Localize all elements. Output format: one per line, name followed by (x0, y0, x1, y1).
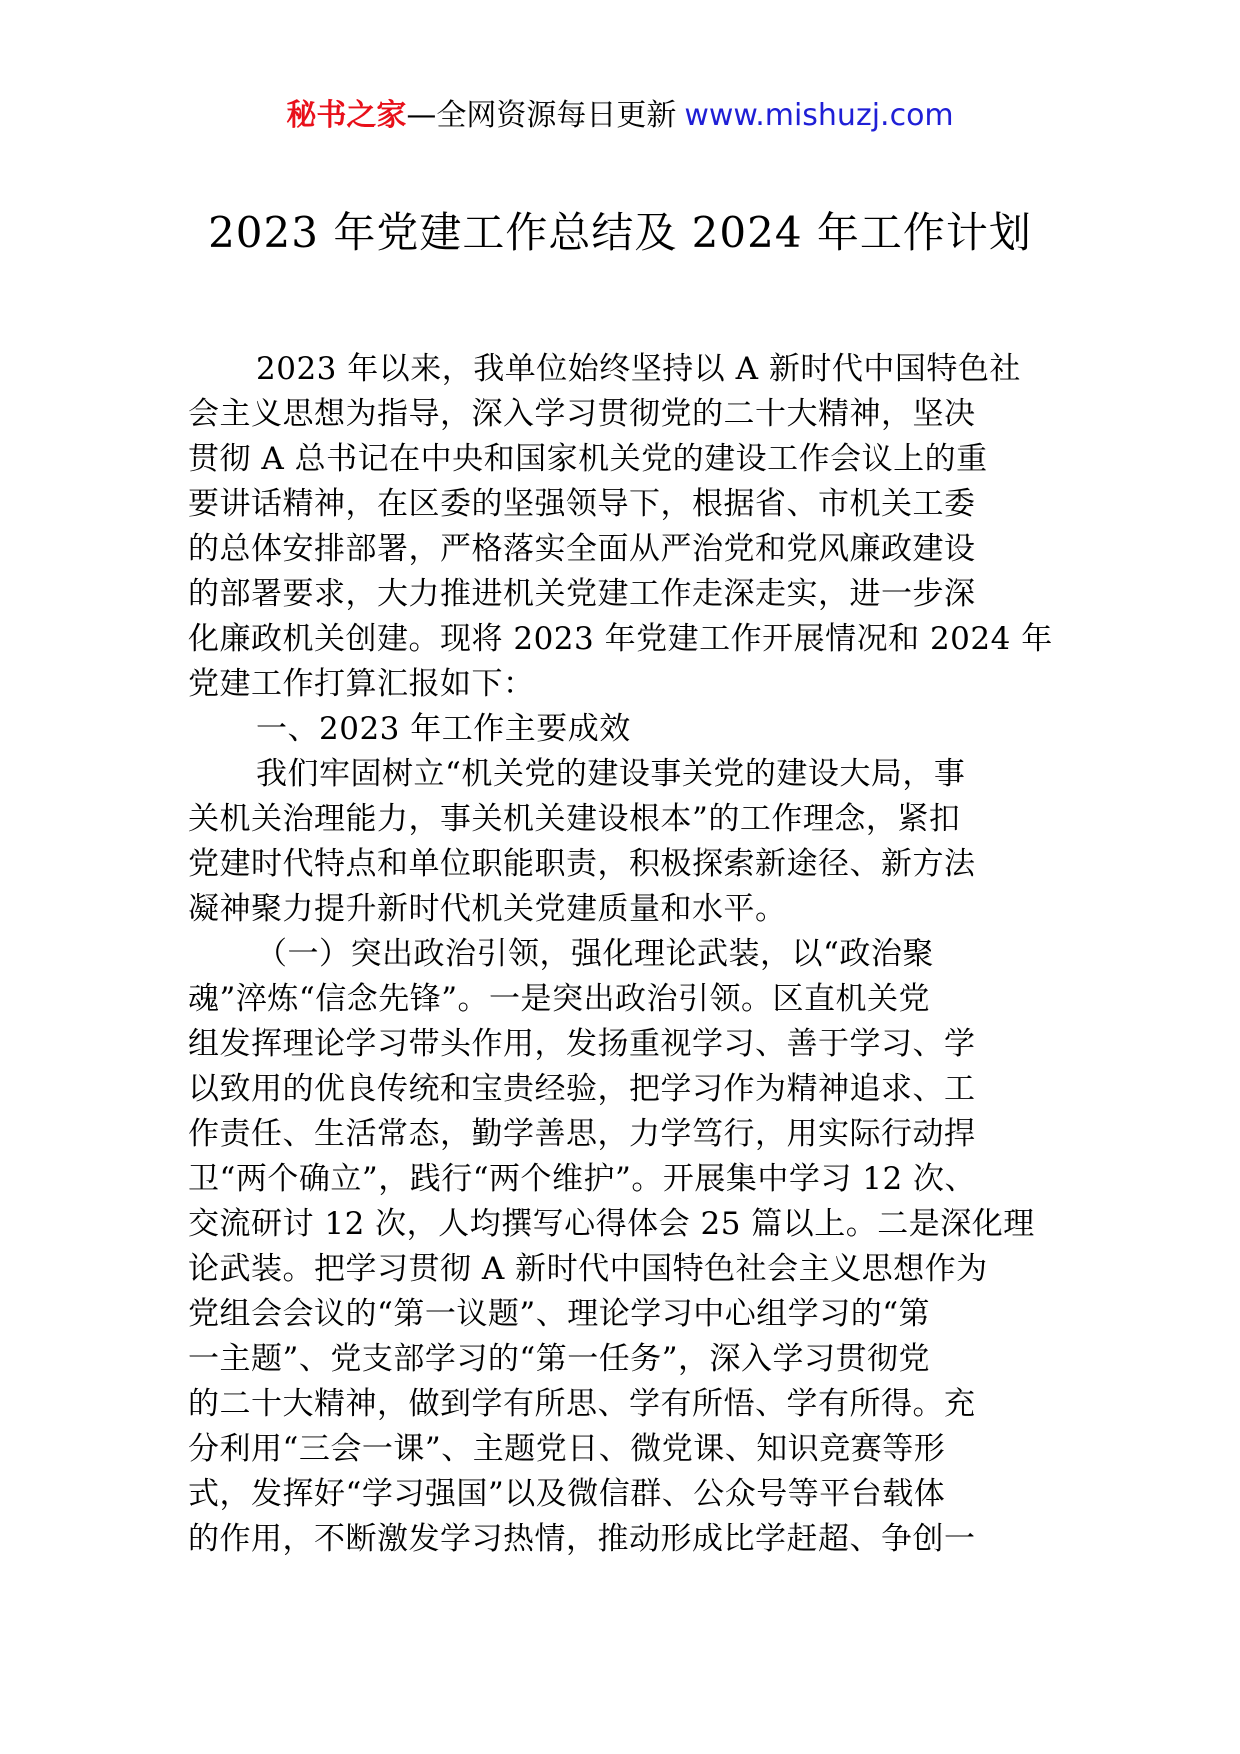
paragraph-line: 会主义思想为指导，深入学习贯彻党的二十大精神，坚决 (188, 396, 976, 432)
brand-name: 秘书之家 (286, 98, 407, 133)
paragraph-line: 凝神聚力提升新时代机关党建质量和水平。 (188, 891, 787, 927)
site-url-link[interactable]: www.mishuzj.com (684, 98, 954, 133)
paragraph-line: 卫“两个确立”，践行“两个维护”。开展集中学习 12 次、 (188, 1161, 977, 1197)
paragraph-line: 党建时代特点和单位职能职责，积极探索新途径、新方法 (188, 846, 976, 882)
document-title: 2023 年党建工作总结及 2024 年工作计划 (208, 208, 1032, 257)
subsection-heading-line: （一）突出政治引领，强化理论武装，以“政治聚 (256, 936, 934, 972)
site-header (0, 96, 1240, 136)
paragraph-line: 一主题”、党支部学习的“第一任务”，深入学习贯彻党 (188, 1341, 931, 1377)
section-heading: 一、2023 年工作主要成效 (256, 711, 631, 747)
paragraph-line: 关机关治理能力，事关机关建设根本”的工作理念，紧扣 (188, 801, 961, 837)
paragraph-line: 的二十大精神，做到学有所思、学有所悟、学有所得。充 (188, 1386, 976, 1422)
paragraph-line: 党建工作打算汇报如下： (188, 666, 535, 702)
paragraph-line: 党组会会议的“第一议题”、理论学习中心组学习的“第 (188, 1296, 931, 1332)
paragraph-line: 的部署要求，大力推进机关党建工作走深走实，进一步深 (188, 576, 976, 612)
paragraph-line: 以致用的优良传统和宝贵经验，把学习作为精神追求、工 (188, 1071, 976, 1107)
paragraph-line: 分利用“三会一课”、主题党日、微党课、知识竞赛等形 (188, 1431, 946, 1467)
paragraph-line: 要讲话精神，在区委的坚强领导下，根据省、市机关工委 (188, 486, 976, 522)
paragraph-line: 魂”淬炼“信念先锋”。一是突出政治引领。区直机关党 (188, 981, 931, 1017)
paragraph-line: 论武装。把学习贯彻 A 新时代中国特色社会主义思想作为 (188, 1251, 988, 1287)
document-body (188, 347, 1056, 1562)
paragraph-line: 的总体安排部署，严格落实全面从严治党和党风廉政建设 (188, 531, 976, 567)
paragraph-line: 贯彻 A 总书记在中央和国家机关党的建设工作会议上的重 (188, 441, 988, 477)
paragraph-line: 作责任、生活常态，勤学善思，力学笃行，用实际行动捍 (188, 1116, 976, 1152)
paragraph-line: 我们牢固树立“机关党的建设事关党的建设大局，事 (256, 756, 966, 792)
paragraph-line: 的作用，不断激发学习热情，推动形成比学赶超、争创一 (188, 1521, 976, 1557)
paragraph-line: 组发挥理论学习带头作用，发扬重视学习、善于学习、学 (188, 1026, 976, 1062)
paragraph-line: 交流研讨 12 次，人均撰写心得体会 25 篇以上。二是深化理 (188, 1206, 1035, 1242)
header-tagline: —全网资源每日更新 (406, 98, 677, 133)
paragraph-line: 2023 年以来，我单位始终坚持以 A 新时代中国特色社 (256, 351, 1021, 387)
paragraph-line: 化廉政机关创建。现将 2023 年党建工作开展情况和 2024 年 (188, 621, 1053, 657)
paragraph-line: 式，发挥好“学习强国”以及微信群、公众号等平台载体 (188, 1476, 946, 1512)
